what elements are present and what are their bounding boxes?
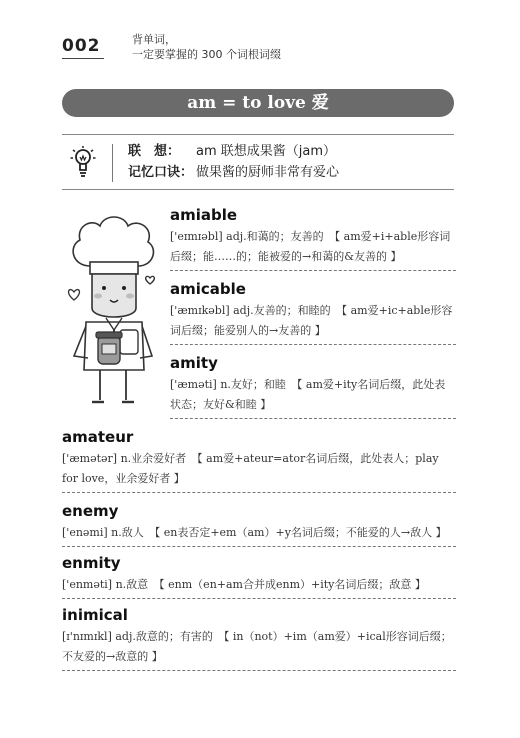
- entry-divider: [170, 344, 456, 345]
- entry-enemy: [62, 502, 456, 543]
- tip-bottom-rule: [62, 189, 454, 190]
- entry-definition: ['enəmi] n.敌人 【 en表否定+em（am）+y名词后缀；不能爱的人→敌人 】: [62, 526, 447, 539]
- entry-inimical: [62, 606, 456, 667]
- running-head-line-1: 背单词，: [132, 33, 176, 46]
- tip-association: [128, 143, 336, 161]
- tip-separator: [112, 144, 113, 182]
- entry-enmity: [62, 554, 456, 595]
- entry-word: enemy: [62, 502, 119, 520]
- tip-association-label: 联 想：: [128, 144, 181, 159]
- tip-top-rule: [62, 134, 454, 135]
- tip-mnemonic-text: 做果酱的厨师非常有爱心: [196, 165, 340, 180]
- tip-association-text: am 联想成果酱（jam）: [196, 144, 337, 159]
- tip-mnemonic: [128, 164, 339, 182]
- entry-definition: ['eɪmɪəbl] adj.和蔼的；友善的 【 am爱+i+able形容词后缀；能……的；能被爱的→和蔼的&友善的 】: [170, 230, 451, 263]
- entry-divider: [170, 270, 456, 271]
- entry-divider: [170, 418, 456, 419]
- chef-illustration: [60, 208, 164, 408]
- root-banner: am = to love 爱: [62, 89, 454, 117]
- tip-mnemonic-label: 记忆口诀：: [128, 165, 194, 180]
- entry-definition: ['enməti] n.敌意 【 enm（en+am合并成enm）+ity名词后缀；敌意 】: [62, 578, 426, 591]
- entry-amity: [170, 354, 456, 415]
- entry-word: amity: [170, 354, 218, 372]
- entry-word: inimical: [62, 606, 128, 624]
- entry-amateur: [62, 428, 456, 489]
- entry-divider: [62, 546, 456, 547]
- entry-word: amiable: [170, 206, 238, 224]
- entry-divider: [62, 598, 456, 599]
- entry-definition: ['æməti] n.友好；和睦 【 am爱+ity名词后缀，此处表状态；友好&和睦 】: [170, 378, 446, 411]
- running-head-line-2: 一定要掌握的 300 个词根词缀: [132, 48, 281, 61]
- entry-word: amicable: [170, 280, 246, 298]
- entry-definition: ['æmɪkəbl] adj.友善的；和睦的 【 am爱+ic+able形容词后缀；能爱别人的→友善的 】: [170, 304, 453, 337]
- entry-amiable: [170, 206, 456, 267]
- entry-amicable: [170, 280, 456, 341]
- entry-divider: [62, 492, 456, 493]
- entry-word: enmity: [62, 554, 121, 572]
- entry-definition: ['æmətər] n.业余爱好者 【 am爱+ateur=ator名词后缀，此处表人；play for love，业余爱好者 】: [62, 452, 439, 485]
- page-number-underline: [62, 58, 104, 59]
- lightbulb-icon: [70, 145, 96, 179]
- entry-word: amateur: [62, 428, 134, 446]
- page-number: 002: [62, 36, 101, 56]
- running-head: [132, 32, 281, 62]
- entry-divider: [62, 670, 456, 671]
- entry-definition: [ɪ'nɪmɪkl] adj.敌意的；有害的 【 in（not）+im（am爱）+ical形容词后缀；不友爱的→敌意的 】: [62, 630, 452, 663]
